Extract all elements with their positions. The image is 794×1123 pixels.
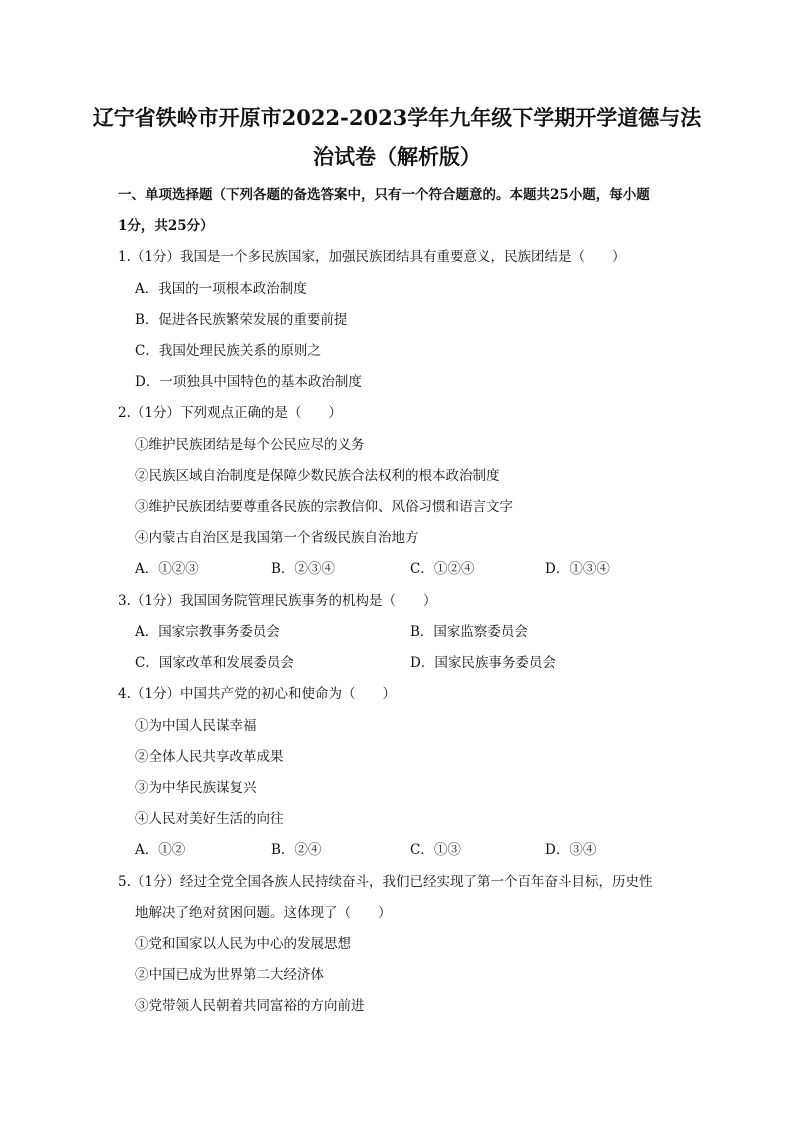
section-header-continued: 1分，共25分） <box>118 218 214 234</box>
question-3-stem: 3.（1分）我国国务院管理民族事务的机构是（ ） <box>118 593 437 609</box>
question-4-statement-4: ④人民对美好生活的向往 <box>135 811 284 827</box>
question-2-choice-d: D．①③④ <box>545 561 610 577</box>
question-1-option-d: D．一项独具中国特色的基本政治制度 <box>135 374 362 390</box>
question-2-choice-c: C．①②④ <box>410 561 475 577</box>
section-header: 一、单项选择题（下列各题的备选答案中，只有一个符合题意的。本题共25小题，每小题 <box>118 187 650 203</box>
question-4-choice-d: D．③④ <box>545 842 597 858</box>
question-4-choice-a: A．①② <box>135 842 186 858</box>
question-4-statement-2: ②全体人民共享改革成果 <box>135 749 284 765</box>
question-5-stem: 5.（1分）经过全党全国各族人民持续奋斗，我们已经实现了第一个百年奋斗目标，历史性 <box>118 874 653 890</box>
question-4-choice-c: C．①③ <box>410 842 461 858</box>
question-5-statement-2: ②中国已成为世界第二大经济体 <box>135 967 324 983</box>
page-title-continued: 治试卷（解析版） <box>313 144 481 169</box>
question-4-statement-1: ①为中国人民谋幸福 <box>135 718 257 734</box>
question-2-statement-4: ④内蒙古自治区是我国第一个省级民族自治地方 <box>135 530 419 546</box>
question-4-statement-3: ③为中华民族谋复兴 <box>135 780 257 796</box>
question-2-statement-1: ①维护民族团结是每个公民应尽的义务 <box>135 437 365 453</box>
question-5-statement-3: ③党带领人民朝着共同富裕的方向前进 <box>135 998 365 1014</box>
question-1-option-c: C．我国处理民族关系的原则之 <box>135 343 321 359</box>
question-1-stem: 1.（1分）我国是一个多民族国家，加强民族团结具有重要意义，民族团结是（ ） <box>118 249 626 265</box>
question-2-stem: 2.（1分）下列观点正确的是（ ） <box>118 405 342 421</box>
question-3-choice-c: C．国家改革和发展委员会 <box>135 655 294 671</box>
question-3-choice-d: D．国家民族事务委员会 <box>410 655 556 671</box>
question-4-choice-b: B．②④ <box>271 842 322 858</box>
question-3-choice-b: B．国家监察委员会 <box>410 624 528 640</box>
question-2-statement-2: ②民族区域自治制度是保障少数民族合法权利的根本政治制度 <box>135 468 500 484</box>
question-4-stem: 4.（1分）中国共产党的初心和使命为（ ） <box>118 686 396 702</box>
question-5-statement-1: ①党和国家以人民为中心的发展思想 <box>135 936 351 952</box>
question-1-option-a: A．我国的一项根本政治制度 <box>135 281 307 297</box>
question-2-choice-a: A．①②③ <box>135 561 199 577</box>
question-2-choice-b: B．②③④ <box>271 561 335 577</box>
question-3-choice-a: A．国家宗教事务委员会 <box>135 624 280 640</box>
question-2-statement-3: ③维护民族团结要尊重各民族的宗教信仰、风俗习惯和语言文字 <box>135 499 513 515</box>
question-1-option-b: B．促进各民族繁荣发展的重要前提 <box>135 312 348 328</box>
question-5-stem-continued: 地解决了绝对贫困问题。这体现了（ ） <box>135 905 392 921</box>
page-title: 辽宁省铁岭市开原市2022-2023学年九年级下学期开学道德与法 <box>92 105 702 130</box>
